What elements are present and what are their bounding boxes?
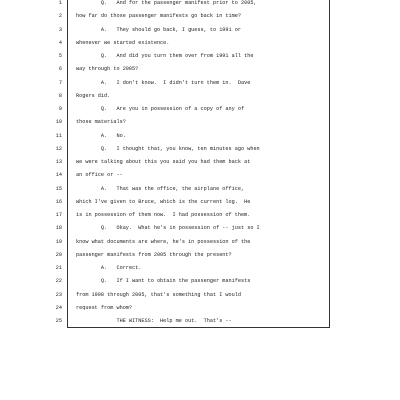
- line-number: 16: [55, 198, 62, 205]
- transcript-line: [0, 76, 330, 89]
- line-number: 20: [55, 251, 62, 258]
- line-text: an office or --: [76, 172, 123, 179]
- line-text: we were talking about this you said you had them back at: [76, 159, 251, 165]
- line-text: A. That was the office, the airplane office,: [76, 185, 245, 192]
- transcript-line: [0, 301, 330, 314]
- transcript-line: [0, 261, 330, 274]
- transcript-line: [0, 248, 330, 261]
- line-text: Rogers did.: [76, 92, 111, 99]
- line-text: THE WITNESS: Help me out. That's --: [76, 318, 232, 324]
- transcript-line: [0, 235, 330, 248]
- transcript-line: [0, 168, 330, 181]
- line-number: 13: [55, 159, 62, 165]
- line-text: Q. Okay. What he's in possession of -- just so I: [76, 225, 260, 232]
- transcript-line: [0, 155, 330, 168]
- transcript-line: [0, 102, 330, 115]
- transcript-line: [0, 208, 330, 221]
- line-text: A. Correct.: [76, 265, 142, 271]
- line-number: 25: [55, 318, 62, 324]
- transcript-line: [0, 115, 330, 128]
- transcript-line: [0, 36, 330, 49]
- line-number: 7: [58, 79, 62, 86]
- line-number: 24: [55, 304, 62, 311]
- line-text: Q. Are you in possession of a copy of any of: [76, 106, 245, 112]
- line-number: 3: [58, 26, 62, 33]
- line-number: 11: [55, 132, 62, 139]
- transcript-line: [0, 288, 330, 301]
- transcript-line: [0, 182, 330, 195]
- line-number: 12: [55, 145, 62, 152]
- line-text: request from whom?: [76, 304, 133, 311]
- line-text: Q. And did you turn them over from 1991 all the: [76, 53, 254, 59]
- line-number: 14: [55, 172, 62, 179]
- line-number: 6: [58, 66, 62, 73]
- line-text: A. No.: [76, 132, 126, 139]
- line-number: 21: [55, 265, 62, 271]
- line-number: 15: [55, 185, 62, 192]
- line-text: from 1998 through 2005, that's something that I would: [76, 291, 241, 298]
- line-number: 22: [55, 278, 62, 285]
- transcript-line: [0, 195, 330, 208]
- line-number: 17: [55, 212, 62, 218]
- transcript-line: [0, 23, 330, 36]
- transcript-line: [0, 274, 330, 287]
- line-text: is in possession of them now. I had possession of them.: [76, 212, 251, 218]
- transcript-line: [0, 129, 330, 142]
- transcript-line: [0, 9, 330, 22]
- line-number: 18: [55, 225, 62, 232]
- line-text: Q. I thought that, you know, ten minutes ago when: [76, 145, 260, 152]
- line-text: A. They should go back, I guess, to 1991 or: [76, 26, 241, 33]
- transcript-line: [0, 62, 330, 75]
- line-number: 5: [58, 53, 62, 59]
- line-number: 19: [55, 238, 62, 245]
- line-number: 8: [58, 92, 62, 99]
- line-number: 4: [58, 39, 62, 46]
- line-text: whenever we started existence.: [76, 39, 170, 46]
- line-number: 23: [55, 291, 62, 298]
- line-text: way through to 2005?: [76, 66, 139, 73]
- line-number: 1: [58, 0, 62, 6]
- transcript-line: [0, 142, 330, 155]
- transcript-line: [0, 89, 330, 102]
- line-text: those materials?: [76, 119, 126, 126]
- line-text: Q. And for the passenger manifest prior to 2005,: [76, 0, 257, 6]
- line-number: 2: [58, 13, 62, 20]
- transcript-line: [0, 49, 330, 62]
- transcript-line: [0, 221, 330, 234]
- transcript-line: [0, 314, 330, 327]
- line-text: which I've given to Bruce, which is the current log. He: [76, 198, 251, 205]
- transcript-line: [0, 0, 330, 9]
- line-text: know what documents are where, he's in possession of the: [76, 238, 251, 245]
- line-text: how far do those passenger manifests go back in time?: [76, 13, 241, 20]
- line-text: passenger manifests from 2005 through the present?: [76, 251, 232, 258]
- line-number: 10: [55, 119, 62, 126]
- line-text: A. I don't know. I didn't turn them in. Dave: [76, 79, 251, 86]
- line-text: Q. If I want to obtain the passenger manifests: [76, 278, 251, 285]
- line-number: 9: [58, 106, 62, 112]
